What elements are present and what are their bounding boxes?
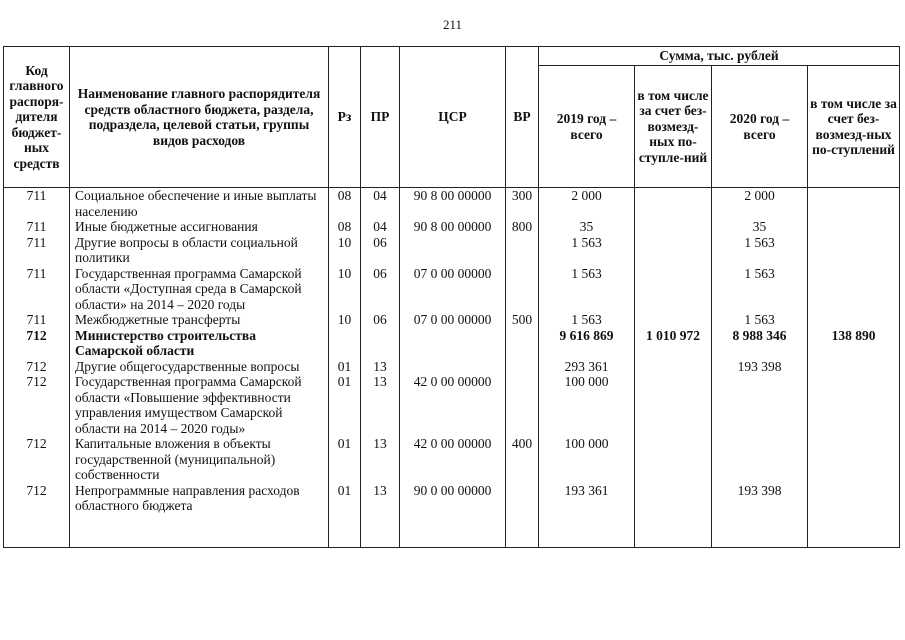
- cell-2019-free: 1 010 972: [635, 328, 712, 359]
- cell-csr: [400, 328, 506, 359]
- cell-2019-total: 9 616 869: [539, 328, 635, 359]
- cell-csr: 90 8 00 00000: [400, 219, 506, 235]
- table-row: [4, 235, 900, 266]
- cell-2020-free: [808, 436, 900, 483]
- cell-pr: 04: [361, 188, 400, 220]
- cell-2019-free: [635, 266, 712, 313]
- cell-pr: 13: [361, 436, 400, 483]
- cell-csr: [400, 359, 506, 375]
- cell-2019-total: 1 563: [539, 312, 635, 328]
- cell-rz: 10: [329, 312, 361, 328]
- table-row: [4, 483, 900, 548]
- cell-code: 711: [4, 188, 70, 220]
- cell-name: Иные бюджетные ассигнования: [70, 219, 329, 235]
- cell-pr: 06: [361, 235, 400, 266]
- cell-pr: 13: [361, 374, 400, 436]
- cell-csr: 42 0 00 00000: [400, 436, 506, 483]
- cell-2019-total: 100 000: [539, 436, 635, 483]
- cell-vr: [506, 266, 539, 313]
- header-2019-free: в том числе за счет без-возмезд-ных по-ступле-ний: [635, 66, 712, 188]
- cell-pr: 04: [361, 219, 400, 235]
- cell-rz: 01: [329, 436, 361, 483]
- cell-2020-free: [808, 219, 900, 235]
- header-pr: ПР: [361, 47, 400, 188]
- cell-2020-total: 35: [712, 219, 808, 235]
- cell-rz: 01: [329, 483, 361, 548]
- cell-2020-total: [712, 374, 808, 436]
- cell-name: Капитальные вложения в объекты государственной (муниципальной) собственности: [70, 436, 329, 483]
- cell-pr: 13: [361, 359, 400, 375]
- cell-2019-free: [635, 312, 712, 328]
- header-2020-total: 2020 год – всего: [712, 66, 808, 188]
- cell-name: Государственная программа Самарской области «Доступная среда в Самарской области» на 2014 – 2020 годы: [70, 266, 329, 313]
- cell-name: Социальное обеспечение и иные выплаты населению: [70, 188, 329, 220]
- cell-csr: 07 0 00 00000: [400, 312, 506, 328]
- cell-2019-total: 193 361: [539, 483, 635, 548]
- cell-code: 711: [4, 219, 70, 235]
- cell-pr: 06: [361, 266, 400, 313]
- cell-vr: 400: [506, 436, 539, 483]
- cell-rz: 08: [329, 219, 361, 235]
- cell-vr: [506, 374, 539, 436]
- cell-2020-free: [808, 312, 900, 328]
- cell-name: Другие вопросы в области социальной политики: [70, 235, 329, 266]
- cell-vr: 300: [506, 188, 539, 220]
- cell-csr: 90 8 00 00000: [400, 188, 506, 220]
- page-number: 211: [442, 17, 463, 32]
- cell-vr: [506, 328, 539, 359]
- cell-vr: [506, 235, 539, 266]
- cell-code: 711: [4, 312, 70, 328]
- cell-2019-free: [635, 359, 712, 375]
- cell-2020-free: [808, 266, 900, 313]
- cell-2019-total: 2 000: [539, 188, 635, 220]
- cell-rz: 01: [329, 359, 361, 375]
- cell-rz: [329, 328, 361, 359]
- table-row: [4, 219, 900, 235]
- cell-2020-total: 193 398: [712, 359, 808, 375]
- cell-code: 712: [4, 483, 70, 548]
- cell-2020-total: 1 563: [712, 266, 808, 313]
- cell-2020-total: [712, 436, 808, 483]
- header-code: Код главного распоря-дителя бюджет-ных средств: [4, 47, 70, 188]
- cell-code: 712: [4, 328, 70, 359]
- cell-2020-free: [808, 235, 900, 266]
- cell-rz: 08: [329, 188, 361, 220]
- header-2019-total: 2019 год – всего: [539, 66, 635, 188]
- table-row: [4, 359, 900, 375]
- table-row: [4, 266, 900, 313]
- cell-pr: [361, 328, 400, 359]
- cell-pr: 13: [361, 483, 400, 548]
- cell-vr: [506, 359, 539, 375]
- cell-name: Непрограммные направления расходов областного бюджета: [70, 483, 329, 548]
- cell-2019-total: 35: [539, 219, 635, 235]
- header-2020-free: в том числе за счет без-возмезд-ных по-ступлений: [808, 66, 900, 188]
- table-row: [4, 374, 900, 436]
- cell-2019-total: 100 000: [539, 374, 635, 436]
- cell-vr: 800: [506, 219, 539, 235]
- cell-vr: [506, 483, 539, 548]
- table-row-ministry: [4, 328, 900, 359]
- cell-2019-total: 1 563: [539, 235, 635, 266]
- header-vr: ВР: [506, 47, 539, 188]
- cell-2020-free: [808, 188, 900, 220]
- header-rz: Рз: [329, 47, 361, 188]
- cell-2019-total: 1 563: [539, 266, 635, 313]
- cell-csr: [400, 235, 506, 266]
- header-name: Наименование главного распорядителя средств областного бюджета, раздела, подраздела, целевой статьи, группы видов расходов: [70, 47, 329, 188]
- cell-2020-total: 1 563: [712, 235, 808, 266]
- cell-code: 712: [4, 436, 70, 483]
- cell-rz: 10: [329, 266, 361, 313]
- cell-rz: 10: [329, 235, 361, 266]
- table-row: [4, 436, 900, 483]
- cell-2020-free: [808, 359, 900, 375]
- cell-2020-free: 138 890: [808, 328, 900, 359]
- cell-2020-total: 193 398: [712, 483, 808, 548]
- cell-csr: 42 0 00 00000: [400, 374, 506, 436]
- cell-name: Государственная программа Самарской области «Повышение эффективности управления имуществом Самарской области на 2014 – 2020 годы»: [70, 374, 329, 436]
- cell-2019-free: [635, 374, 712, 436]
- cell-2019-free: [635, 219, 712, 235]
- cell-2019-total: 293 361: [539, 359, 635, 375]
- cell-2019-free: [635, 483, 712, 548]
- cell-2020-free: [808, 483, 900, 548]
- cell-csr: 90 0 00 00000: [400, 483, 506, 548]
- cell-code: 711: [4, 235, 70, 266]
- cell-code: 712: [4, 359, 70, 375]
- cell-rz: 01: [329, 374, 361, 436]
- cell-code: 711: [4, 266, 70, 313]
- cell-code: 712: [4, 374, 70, 436]
- budget-table: [3, 46, 900, 548]
- cell-name: Межбюджетные трансферты: [70, 312, 329, 328]
- header-csr: ЦСР: [400, 47, 506, 188]
- cell-2020-total: 8 988 346: [712, 328, 808, 359]
- cell-vr: 500: [506, 312, 539, 328]
- cell-2019-free: [635, 235, 712, 266]
- cell-name: Другие общегосударственные вопросы: [70, 359, 329, 375]
- cell-2019-free: [635, 188, 712, 220]
- header-sum: Сумма, тыс. рублей: [539, 47, 900, 66]
- cell-csr: 07 0 00 00000: [400, 266, 506, 313]
- cell-name: Министерство строительства Самарской области: [70, 328, 329, 359]
- cell-2019-free: [635, 436, 712, 483]
- table-row: [4, 312, 900, 328]
- cell-2020-free: [808, 374, 900, 436]
- table-row: [4, 188, 900, 220]
- cell-pr: 06: [361, 312, 400, 328]
- cell-2020-total: 1 563: [712, 312, 808, 328]
- cell-2020-total: 2 000: [712, 188, 808, 220]
